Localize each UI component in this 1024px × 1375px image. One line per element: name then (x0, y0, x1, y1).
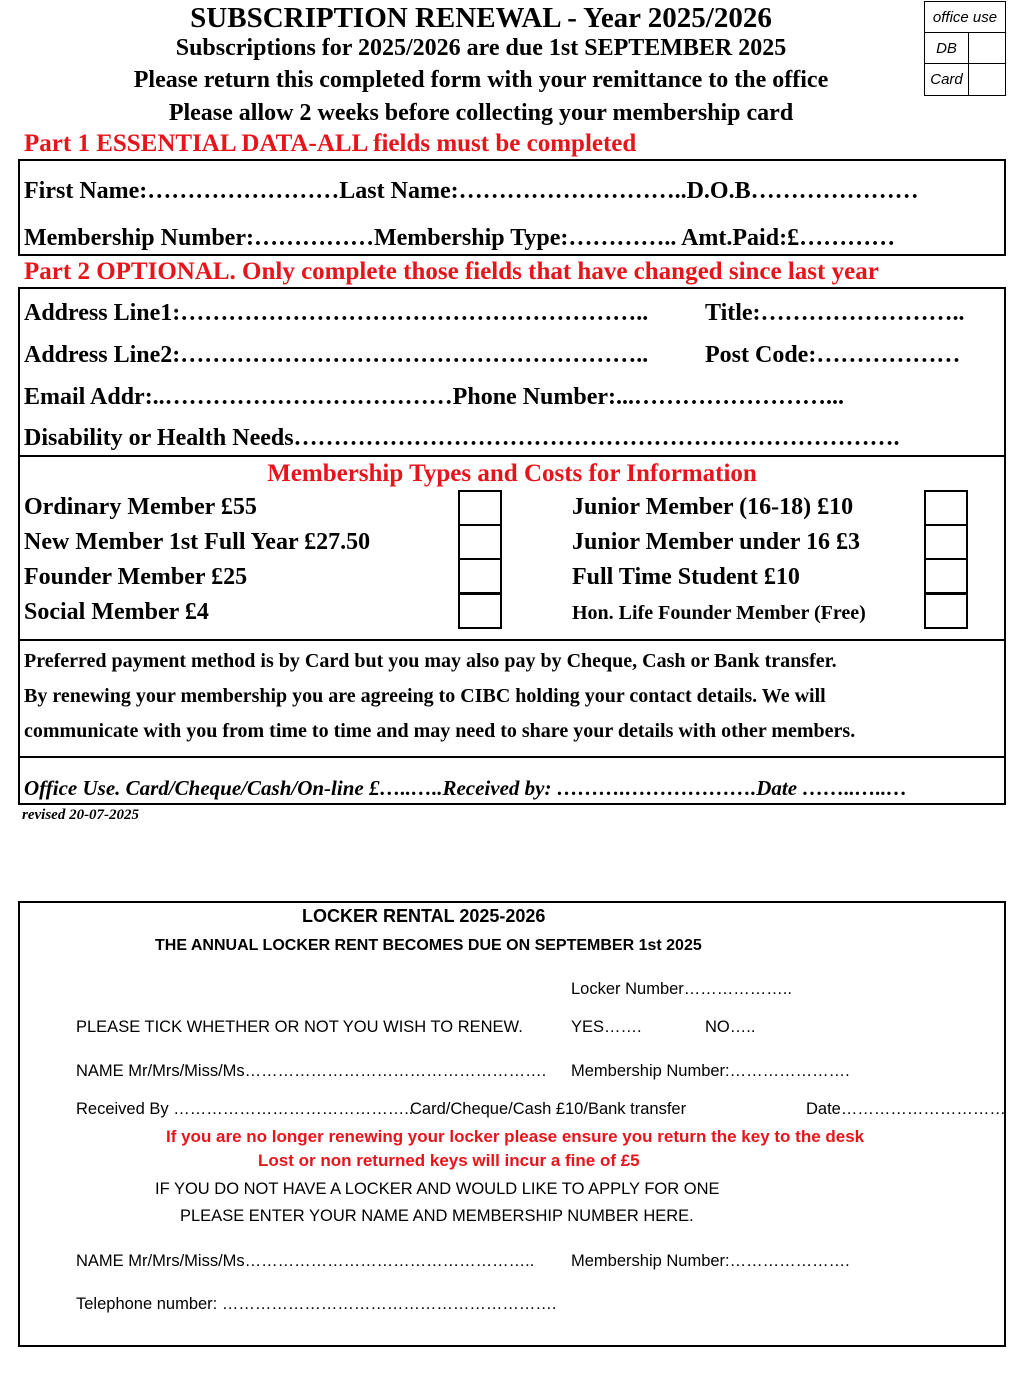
part2-heading: Part 2 OPTIONAL. Only complete those fields that have changed since last year (24, 258, 879, 285)
due-date-line: Subscriptions for 2025/2026 are due 1st SEPTEMBER 2025 (175, 35, 787, 61)
membership-types-heading: Membership Types and Costs for Information (267, 460, 757, 487)
locker-subtitle: THE ANNUAL LOCKER RENT BECOMES DUE ON SEPTEMBER 1st 2025 (155, 937, 702, 954)
tick-box-new[interactable] (458, 524, 502, 560)
part1-heading: Part 1 ESSENTIAL DATA-ALL fields must be completed (24, 130, 637, 157)
locker-payment-methods: Card/Cheque/Cash £10/Bank transfer (410, 1100, 687, 1118)
office-use-db-label: DB (925, 33, 969, 63)
membership-option-junior-under-16: Junior Member under 16 £3 (572, 529, 861, 555)
part1-membership-row[interactable]: Membership Number:……………Membership Type:………….. Amt.Paid:£………… (24, 225, 896, 251)
locker-received-by-field[interactable]: Received By …………………………………….. (76, 1100, 414, 1118)
tick-box-founder[interactable] (458, 558, 502, 594)
title-field[interactable]: Title:…………………….. (705, 300, 965, 326)
address-line2-field[interactable]: Address Line2:………………………………………………….. (24, 342, 649, 368)
apply-name-field[interactable]: NAME Mr/Mrs/Miss/Ms…………………………………………….. (76, 1252, 535, 1270)
post-code-field[interactable]: Post Code:……………… (705, 342, 961, 368)
locker-number-field[interactable]: Locker Number……………….. (571, 980, 792, 998)
locker-title: LOCKER RENTAL 2025-2026 (302, 906, 546, 926)
form-title: SUBSCRIPTION RENEWAL - Year 2025/2026 (190, 2, 772, 34)
part1-name-dob-row[interactable]: First Name:……………………Last Name:………………………..D.O.B………………… (24, 178, 919, 204)
revision-date: revised 20-07-2025 (22, 807, 140, 823)
payment-method-note: Preferred payment method is by Card but you may also pay by Cheque, Cash or Bank transfer. (24, 650, 837, 672)
office-use-card-label: Card (925, 64, 969, 95)
renew-no-option[interactable]: NO….. (705, 1018, 756, 1036)
key-return-warning: If you are no longer renewing your locker please ensure you return the key to the desk (166, 1127, 865, 1146)
disability-field[interactable]: Disability or Health Needs…………………………………………………………………. (24, 425, 900, 451)
office-use-line[interactable]: Office Use. Card/Cheque/Cash/On-line £…..…..Received by: ……….……………….Date ……..…..… (24, 776, 908, 800)
tick-box-hon-life[interactable] (924, 593, 968, 629)
tick-box-ordinary[interactable] (458, 490, 502, 526)
address-line1-field[interactable]: Address Line1:………………………………………………….. (24, 300, 649, 326)
renew-tick-prompt: PLEASE TICK WHETHER OR NOT YOU WISH TO RENEW. (76, 1018, 523, 1036)
collection-notice: Please allow 2 weeks before collecting your membership card (168, 100, 794, 126)
return-instruction: Please return this completed form with your remittance to the office (133, 67, 829, 93)
data-consent-note-1: By renewing your membership you are agreeing to CIBC holding your contact details. We will (24, 685, 826, 707)
apply-membership-number-field[interactable]: Membership Number:…………………. (571, 1252, 850, 1270)
locker-date-field[interactable]: Date………………………… (806, 1100, 1006, 1118)
locker-box (18, 901, 1006, 1347)
membership-option-junior-16-18: Junior Member (16-18) £10 (572, 494, 854, 520)
tick-box-junior-under-16[interactable] (924, 524, 968, 560)
lost-key-fine-warning: Lost or non returned keys will incur a fine of £5 (258, 1151, 640, 1170)
renew-yes-option[interactable]: YES……. (571, 1018, 642, 1036)
membership-option-hon-life: Hon. Life Founder Member (Free) (572, 602, 866, 624)
membership-option-new: New Member 1st Full Year £27.50 (24, 529, 371, 555)
membership-option-founder: Founder Member £25 (24, 564, 248, 590)
data-consent-note-2: communicate with you from time to time and may need to share your details with other members. (24, 720, 856, 742)
email-phone-row[interactable]: Email Addr:..………………………………Phone Number:...……………………... (24, 384, 845, 410)
locker-name-field[interactable]: NAME Mr/Mrs/Miss/Ms………………………………………………. (76, 1062, 547, 1080)
membership-option-student: Full Time Student £10 (572, 564, 800, 590)
apply-locker-instruction-1: IF YOU DO NOT HAVE A LOCKER AND WOULD LIKE TO APPLY FOR ONE (155, 1180, 720, 1198)
office-use-title: office use (925, 2, 1005, 33)
membership-option-ordinary: Ordinary Member £55 (24, 494, 257, 520)
apply-locker-instruction-2: PLEASE ENTER YOUR NAME AND MEMBERSHIP NUMBER HERE. (180, 1207, 694, 1225)
tick-box-student[interactable] (924, 558, 968, 594)
tick-box-social[interactable] (458, 593, 502, 629)
membership-option-social: Social Member £4 (24, 599, 209, 625)
apply-telephone-field[interactable]: Telephone number: ……………………………………………………. (76, 1295, 557, 1313)
tick-box-junior-16-18[interactable] (924, 490, 968, 526)
locker-membership-number-field[interactable]: Membership Number:…………………. (571, 1062, 850, 1080)
